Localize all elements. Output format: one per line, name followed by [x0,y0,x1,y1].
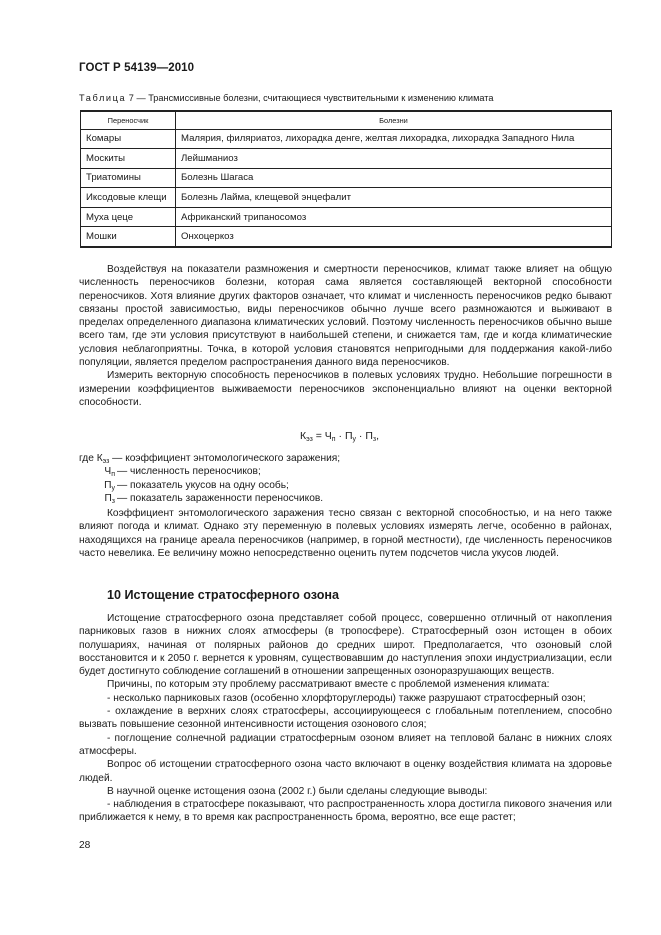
cell-disease: Онхоцеркоз [176,227,612,247]
formula-legend [79,452,612,505]
legend-subscript: п [111,471,115,479]
paragraph: Причины, по которым эту проблему рассматривают вместе с проблемой изменения климата: [107,679,550,691]
table-row [81,227,612,247]
cell-disease: Болезнь Лайма, клещевой энцефалит [176,188,612,208]
list-item: - несколько парниковых газов (особенно хлорфторуглероды) также разрушают стратосферный озон; [107,692,586,704]
formula-subscript: п [331,436,336,443]
legend-subscript: у [111,484,115,492]
legend-item [79,492,612,505]
list-item: - наблюдения в стратосфере показывают, что распространенность хлора достигла пикового значения или приближается к нему, в то время как распространенность брома, вероятно, все еще растет; [79,799,612,824]
section-heading: 10 Истощение стратосферного озона [107,588,340,602]
paragraph: Воздействуя на показатели размножения и смертности переносчиков, климат также влияет на общую численность переносчиков болезни, которая сама является составляющей векторной способности переносчиков. Хотя влияние других факторов означает, что климат и численность переносчиков редко бывают связаны простой зависимостью, виды переносчиков обычно лучше всего размножаются и выживают в пределах определенного диапазона климатических условий. Поэтому численность переносчиков обычно выше всего там, где эти условия присутствуют в наибольшей степени, и снижается там, где и когда климатические условия неблагоприятны. Точка, в которой условия становятся непригодными для поддержания какой-либо популяции, является пределом распространения данного вида переносчиков. [79,264,612,369]
formula-operator: · [335,430,345,442]
formula-subscript: у [352,436,356,443]
entomological-formula [300,430,379,443]
cell-vector: Иксодовые клещи [81,188,176,208]
legend-text: — численность переносчиков; [117,466,261,478]
table-header-row [81,111,612,129]
legend-symbol-group [79,492,115,508]
cell-vector: Москиты [81,149,176,169]
cell-disease: Лейшманиоз [176,149,612,169]
legend-symbol: П [104,492,112,504]
legend-symbol: К [96,453,103,464]
paragraph: Коэффициент энтомологического заражения тесно связан с векторной способностью, и на него также влияют погода и климат. Однако эту переменную в полевых условиях измерять легче, особенно в районах, находящихся на границе ареала переносчиков (например, в горной местности), где численность переносчиков часто невелика. Ее величину можно непосредственно оценить путем подсчетов числа укусов людей. [79,508,612,559]
cell-disease: Болезнь Шагаса [176,168,612,188]
paragraph: В научной оценке истощения озона (2002 г.) были сделаны следующие выводы: [107,785,488,797]
paragraph: Измерить векторную способность переносчиков в полевых условиях трудно. Небольшие погрешности в измерении коэффициентов выживаемости переносчиков экспоненциально влияют на оценки векторной способности. [79,370,612,408]
legend-item [79,479,612,492]
legend-subscript: эз [102,458,110,465]
table-caption [79,93,619,103]
table-row [81,188,612,208]
legend-item [79,452,612,465]
table-caption-text: 7 — Трансмиссивные болезни, считающиеся чувствительными к изменению климата [128,93,494,103]
vector-disease-table [80,110,612,248]
table-row [81,149,612,169]
formula-subscript: эз [306,436,313,443]
table-caption-prefix: Таблица [79,93,127,103]
legend-item [79,465,612,478]
list-item: - поглощение солнечной радиации стратосферным озоном влияет на тепловой баланс в нижних слоях атмосферы. [79,732,612,757]
legend-where: где [79,453,97,464]
paragraph: Истощение стратосферного озона представляет собой процесс, совершенно отличный от накопления парниковых газов в нижних слоях атмосферы (в тропосфере). Стратосферный озон истощен в обоих полушариях, начиная от полярных районов до средних широт. Предполагается, что озоновый слой восстановится и к 2050 г. вернется к уровням, существовавшим до наступления эпохи индустриализации, если будет достигнуто соблюдение соглашений в отношении запрещенных озоноразрушающих веществ. [79,613,612,678]
table-row [81,207,612,227]
formula-operator: · [355,430,366,442]
ozone-text-block [79,612,612,825]
vector-text-block [79,263,612,409]
list-item: - охлаждение в верхних слоях стратосферы, ассоциирующееся с глобальным потеплением, способно вызвать повышение сезонной интенсивности истощения озонового слоя; [79,706,612,731]
document-code: ГОСТ Р 54139—2010 [79,62,195,74]
cell-vector: Комары [81,129,176,149]
legend-subscript: з [111,497,115,505]
page-number: 28 [79,840,91,851]
formula-symbol: Ч [324,430,332,442]
cell-disease: Африканский трипаносомоз [176,207,612,227]
legend-text: — показатель зараженности переносчиков. [117,492,324,504]
formula-punctuation: , [376,430,380,442]
table-row [81,129,612,149]
table-row [81,168,612,188]
legend-symbol: Ч [104,466,112,478]
formula-symbol: П [365,430,373,442]
formula-symbol: К [300,430,307,442]
legend-symbol: П [104,479,112,491]
legend-text: — показатель укусов на одну особь; [117,479,289,491]
eir-text-block [79,507,612,560]
formula-operator: = [312,430,325,442]
cell-vector: Мошки [81,227,176,247]
paragraph: Вопрос об истощении стратосферного озона часто включают в оценку воздействия климата на здоровье людей. [79,759,612,784]
cell-vector: Триатомины [81,168,176,188]
col-header-disease: Болезни [176,111,612,129]
legend-text: — коэффициент энтомологического заражения; [109,453,341,464]
col-header-vector: Переносчик [81,111,176,129]
formula-subscript: з [372,436,377,443]
formula-symbol: П [344,430,353,442]
cell-vector: Муха цеце [81,207,176,227]
cell-disease: Малярия, филяриатоз, лихорадка денге, желтая лихорадка, лихорадка Западного Нила [176,129,612,149]
